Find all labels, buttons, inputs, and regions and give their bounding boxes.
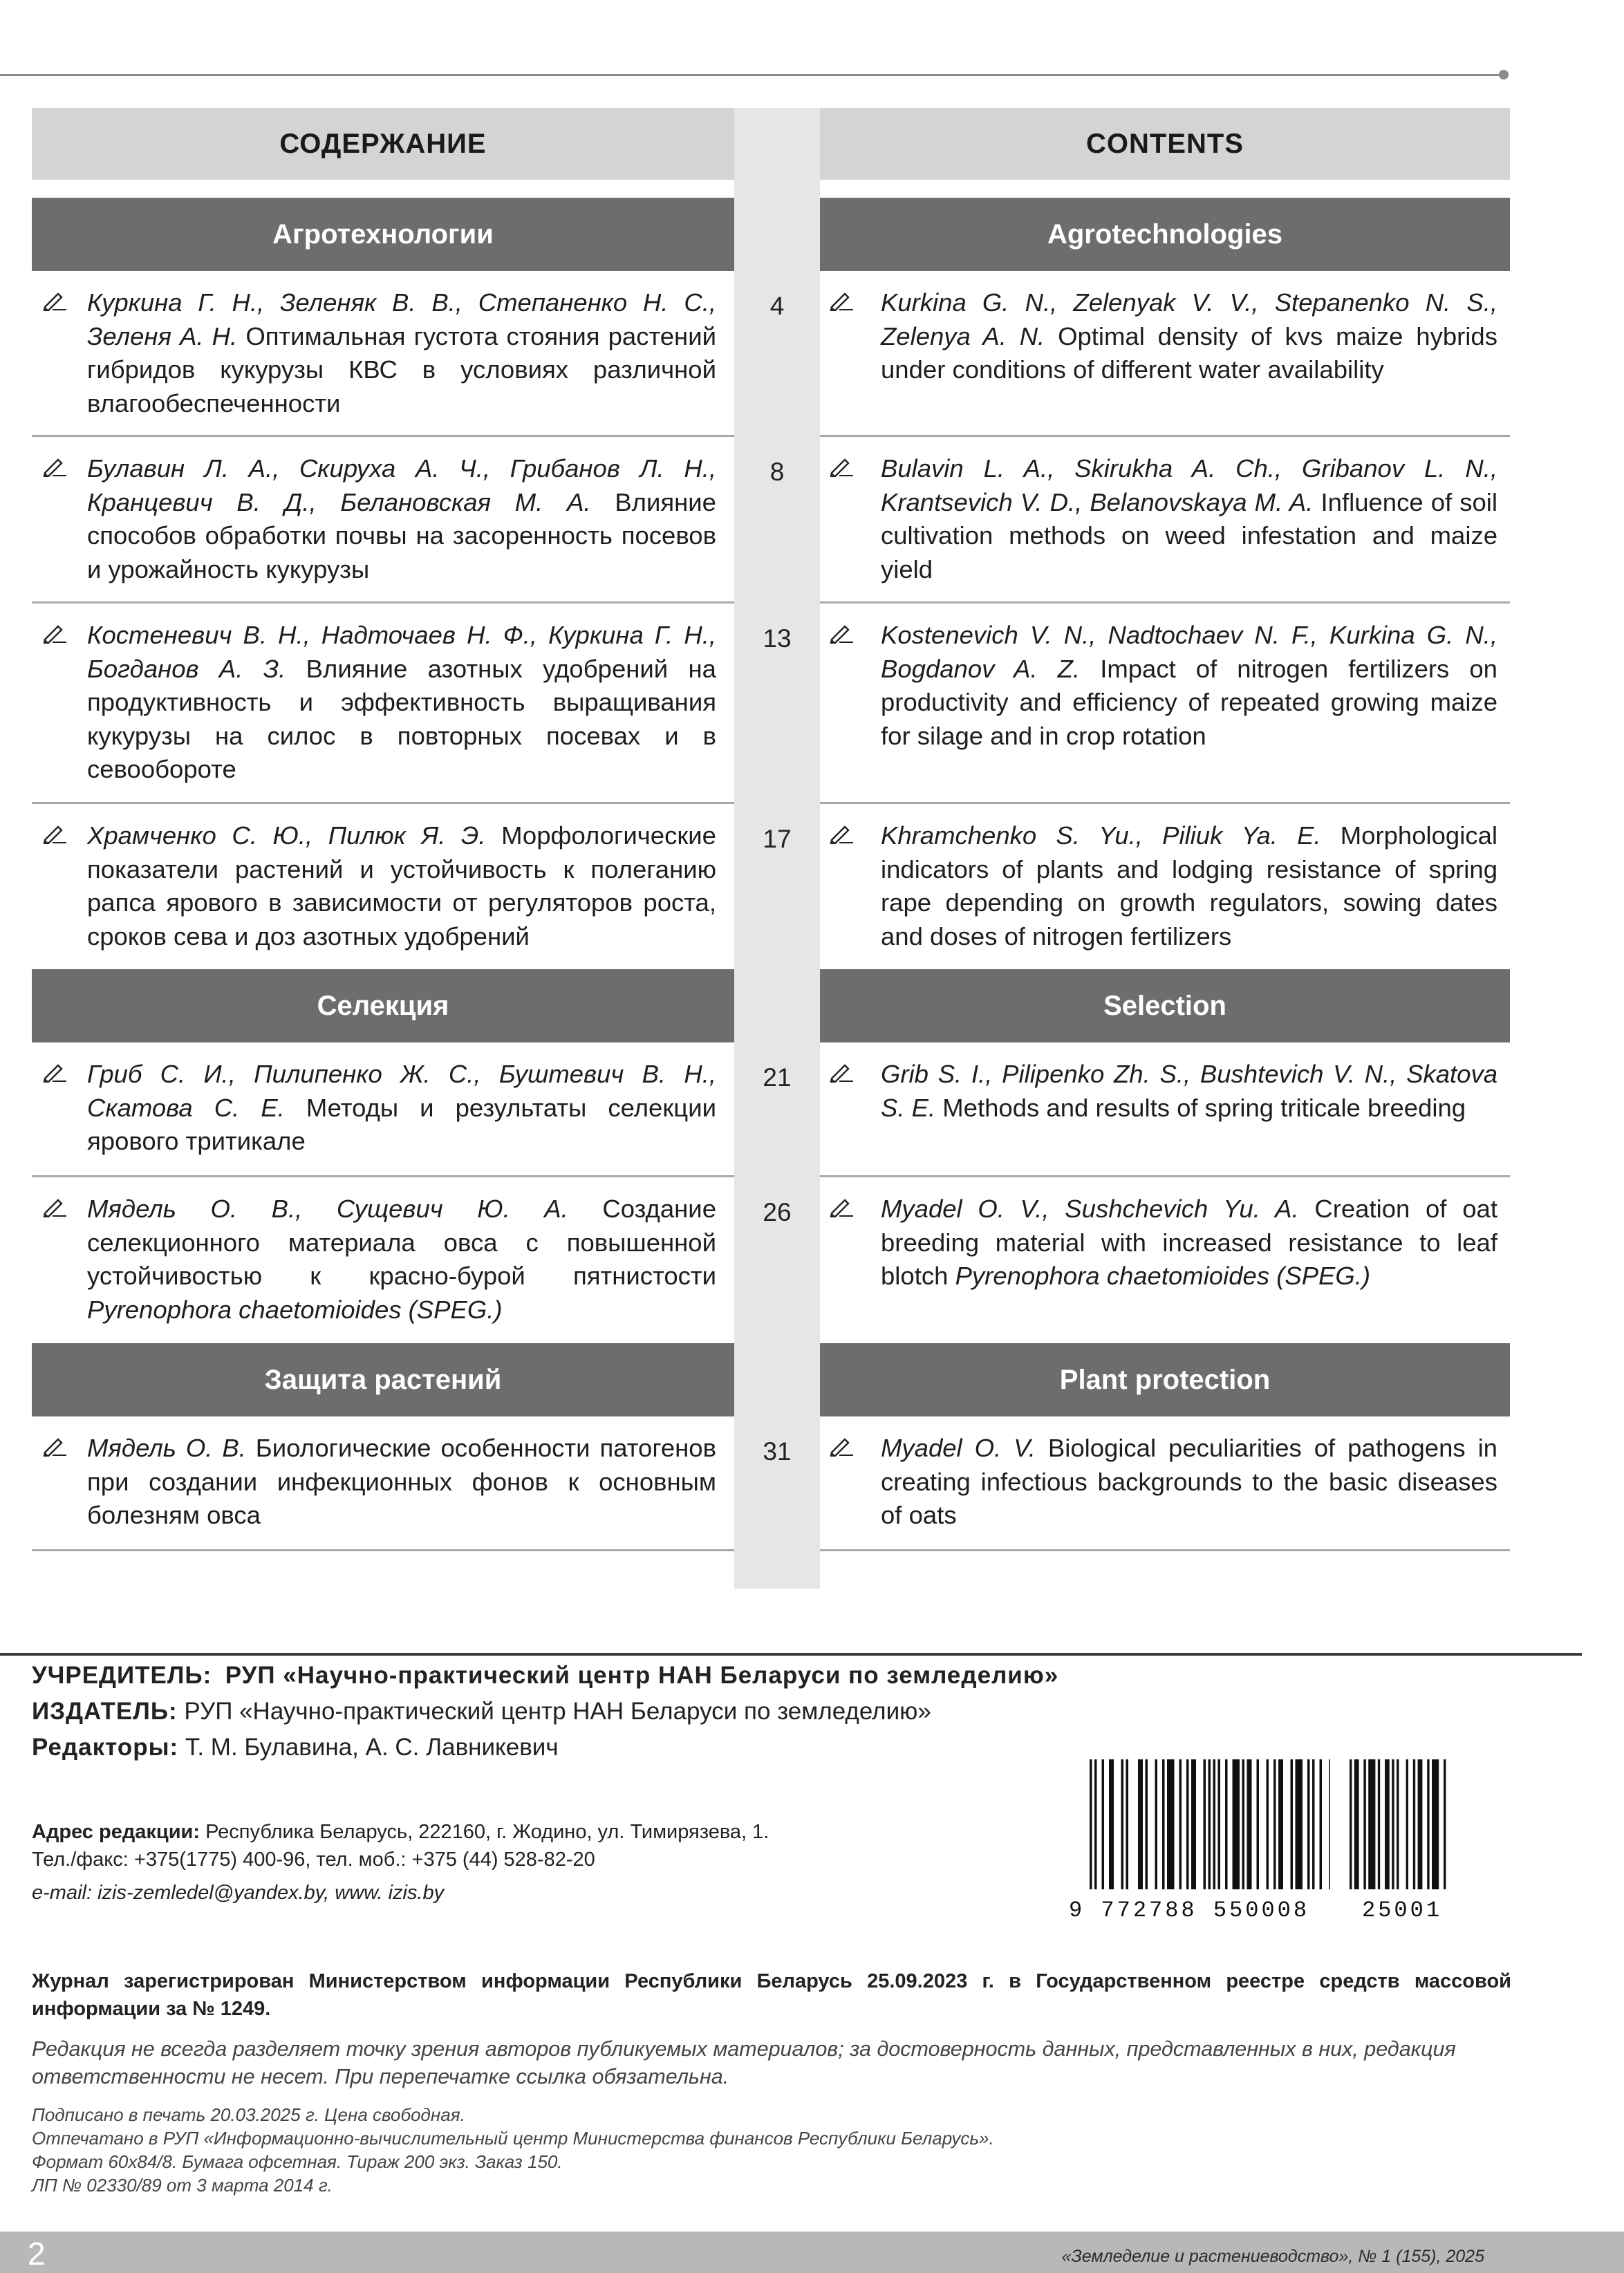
section-heading-ru: Селекция (32, 969, 734, 1042)
barcode-bar (1432, 1759, 1439, 1889)
publisher-line (32, 1694, 1511, 1730)
entry-text (87, 1042, 716, 1159)
barcode-bar (1242, 1759, 1245, 1889)
barcode-bar (1126, 1759, 1129, 1889)
entry-text (881, 1177, 1497, 1293)
top-rule-dot (1499, 70, 1509, 79)
toc-entry[interactable] (32, 1042, 734, 1177)
pen-icon (43, 456, 68, 477)
print-info-line: Формат 60х84/8. Бумага офсетная. Тираж 200 экз. Заказ 150. (32, 2151, 563, 2172)
barcode-bar (1312, 1759, 1315, 1889)
entry-authors: Мядель О. В. (87, 1434, 246, 1462)
entry-authors: Myadel O. V. (881, 1434, 1036, 1462)
entry-authors: Myadel O. V., Sushchevich Yu. A. (881, 1195, 1299, 1223)
entry-latin-name: Pyrenophora chaetomioides (SPEG.) (87, 1295, 503, 1324)
footer-page-number: 2 (28, 2236, 46, 2272)
toc-entry[interactable] (32, 1416, 734, 1551)
section-heading-ru: Защита растений (32, 1343, 734, 1416)
barcode-bar (1179, 1759, 1182, 1889)
contents-column-en (820, 108, 1510, 1551)
print-info-line: Отпечатано в РУП «Информационно-вычислительный центр Министерства финансов Республики Беларусь». (32, 2128, 994, 2149)
imprint-separator (0, 1653, 1582, 1656)
barcode-bar (1363, 1759, 1365, 1889)
entry-text (881, 1042, 1497, 1125)
barcode-bar (1191, 1759, 1196, 1889)
entry-title: Биологические особенности патогенов при создании инфекционных фонов к основным болезням овса (87, 1434, 716, 1529)
entry-text (87, 437, 716, 586)
barcode-bar (1257, 1759, 1260, 1889)
toc-entry[interactable] (820, 271, 1510, 437)
barcode-bar (1155, 1759, 1158, 1889)
section-heading-en: Agrotechnologies (820, 198, 1510, 271)
barcode-bar (1218, 1759, 1221, 1889)
section-heading-en: Selection (820, 969, 1510, 1042)
barcode-bar (1213, 1759, 1216, 1889)
page-number: 26 (763, 1198, 792, 1226)
toc-entry[interactable] (32, 271, 734, 437)
barcode-main (1088, 1759, 1330, 1891)
phone-line: Тел./факс: +375(1775) 400-96, тел. моб.: +375 (44) 528-82-20 (32, 1849, 595, 1871)
toc-entry[interactable] (820, 1042, 1510, 1177)
founder-value: РУП «Научно-практический центр НАН Беларуси по земледелию» (225, 1662, 1059, 1689)
entry-text (87, 804, 716, 953)
legal-block (32, 1967, 1511, 2197)
barcode-bar (1167, 1759, 1175, 1889)
toc-entry[interactable] (32, 604, 734, 804)
pen-icon (43, 1062, 68, 1083)
entry-title: Methods and results of spring triticale breeding (942, 1093, 1466, 1122)
pen-icon (830, 1197, 855, 1217)
section-heading-ru: Агротехнологии (32, 198, 734, 271)
publisher-value: РУП «Научно-практический центр НАН Беларуси по земледелию» (184, 1698, 931, 1725)
contents-title-en: CONTENTS (820, 108, 1510, 180)
entry-text (87, 1416, 716, 1533)
barcode-bar (1162, 1759, 1165, 1889)
publisher-label: ИЗДАТЕЛЬ: (32, 1698, 178, 1725)
barcode-bar (1204, 1759, 1206, 1889)
barcode-bar (1406, 1759, 1408, 1889)
entry-authors: Kurkina G. N., Zelenyak V. V., Stepanenko N. S., Zelenya A. N. (881, 288, 1497, 350)
entry-title: Morphological indicators of plants and lodging resistance of spring rape depending on growth regulators, sowing dates and doses of nitrogen fertilizers (881, 821, 1497, 951)
pen-icon (43, 1436, 68, 1457)
entry-text (87, 604, 716, 787)
toc-entry[interactable] (32, 804, 734, 969)
entry-authors: Костеневич В. Н., Надточаев Н. Ф., Куркина Г. Н., Богданов А. З. (87, 621, 716, 683)
entry-text (881, 1416, 1497, 1533)
address-label: Адрес редакции: (32, 1821, 200, 1843)
entry-authors: Kostenevich V. N., Nadtochaev N. F., Kurkina G. N., Bogdanov A. Z. (881, 621, 1497, 683)
barcode-bar (1296, 1759, 1303, 1889)
barcode-bar (1418, 1759, 1423, 1889)
entry-text (881, 271, 1497, 387)
email-line[interactable]: e-mail: izis-zemledel@yandex.by, www. izis.by (32, 1882, 445, 1904)
toc-entry[interactable] (820, 604, 1510, 804)
pen-icon (830, 623, 855, 644)
address-value: Республика Беларусь, 222160, г. Жодино, ул. Тимирязева, 1. (205, 1821, 769, 1843)
barcode-bar (1354, 1759, 1359, 1889)
pen-icon (43, 623, 68, 644)
barcode-addon (1348, 1759, 1455, 1891)
pen-icon (830, 823, 855, 844)
top-rule (0, 74, 1504, 76)
barcode-bar (1397, 1759, 1399, 1889)
entry-authors: Bulavin L. A., Skirukha A. Ch., Gribanov L. N., Krantsevich V. D., Belanovskaya M. A. (881, 454, 1497, 516)
entry-text (881, 804, 1497, 953)
toc-entry[interactable] (32, 437, 734, 604)
barcode-bar (1109, 1759, 1114, 1889)
entry-text (87, 271, 716, 420)
entry-title: Методы и результаты селекции ярового тритикале (87, 1093, 716, 1155)
pen-icon (830, 290, 855, 311)
pen-icon (830, 456, 855, 477)
entry-title: Создание селекционного материала овса с повышенной устойчивостью к красно-бурой пятнистости (87, 1195, 716, 1290)
entry-title: Influence of soil cultivation methods on weed infestation and maize yield (881, 487, 1497, 583)
barcode-bar (1413, 1759, 1415, 1889)
entry-title: Creation of oat breeding material with increased resistance to leaf blotch (881, 1195, 1497, 1290)
barcode-bar (1121, 1759, 1124, 1889)
contents-title-ru: СОДЕРЖАНИЕ (32, 108, 734, 180)
editors-value: Т. М. Булавина, А. С. Лавникевич (185, 1734, 559, 1761)
page-number: 21 (763, 1063, 792, 1092)
barcode-bar (1267, 1759, 1269, 1889)
page-number: 4 (769, 292, 785, 320)
barcode-bar (1350, 1759, 1352, 1889)
toc-entry[interactable] (820, 804, 1510, 969)
registration-note: Журнал зарегистрирован Министерством информации Республики Беларусь 25.09.2023 г. в Государственном реестре средств массовой информации за № 1249. (32, 1970, 1511, 2020)
barcode-bar (1444, 1759, 1446, 1889)
barcode-bar (1307, 1759, 1310, 1889)
entry-authors: Grib S. I., Pilipenko Zh. S., Bushtevich V. N., Skatova S. E. (881, 1060, 1497, 1122)
barcode-addon-digits: 25001 (1362, 1898, 1443, 1923)
page-number: 31 (763, 1437, 792, 1466)
entry-title: Impact of nitrogen fertilizers on productivity and efficiency of repeated growing maize for silage and in crop rotation (881, 654, 1497, 750)
editors-label: Редакторы: (32, 1734, 179, 1761)
toc-entry[interactable] (32, 1177, 734, 1343)
entry-title: Влияние азотных удобрений на продуктивность и эффективность выращивания кукурузы на силос в повторных посевах и в севообороте (87, 654, 716, 783)
barcode-bar (1273, 1759, 1276, 1889)
pen-icon (830, 1062, 855, 1083)
barcode-bar (1385, 1759, 1390, 1889)
entry-text (881, 604, 1497, 753)
pen-icon (43, 1197, 68, 1217)
barcode-bar (1094, 1759, 1097, 1889)
entry-authors: Куркина Г. Н., Зеленяк В. В., Степаненко Н. С., Зеленя А. Н. (87, 288, 716, 350)
pen-icon (43, 290, 68, 311)
page-number: 17 (763, 825, 792, 853)
toc-entry[interactable] (820, 437, 1510, 604)
print-info (32, 2103, 1511, 2197)
imprint-header (32, 1658, 1511, 1766)
barcode-bar (1427, 1759, 1429, 1889)
entry-authors: Гриб С. И., Пилипенко Ж. С., Буштевич В. Н., Скатова С. Е. (87, 1060, 716, 1122)
footer-journal-title: «Земледелие и растениеводство», № 1 (155), 2025 (1061, 2247, 1484, 2266)
barcode-bar (1291, 1759, 1294, 1889)
barcode-bar (1378, 1759, 1380, 1889)
toc-entry[interactable] (820, 1177, 1510, 1343)
barcode-bar (1146, 1759, 1148, 1889)
entry-authors: Храмченко С. Ю., Пилюк Я. Э. (87, 821, 486, 850)
entry-text (881, 437, 1497, 586)
toc-entry[interactable] (820, 1416, 1510, 1551)
page-number: 8 (769, 458, 785, 486)
barcode-bar (1233, 1759, 1240, 1889)
barcode-bar (1186, 1759, 1189, 1889)
barcode-bar (1392, 1759, 1394, 1889)
entry-title: Biological peculiarities of pathogens in creating infectious backgrounds to the basic diseases of oats (881, 1434, 1497, 1529)
entry-authors: Булавин Л. А., Скируха А. Ч., Грибанов Л. Н., Кранцевич В. Д., Белановская М. А. (87, 454, 716, 516)
contents-column-ru (32, 108, 734, 1551)
section-heading-en: Plant protection (820, 1343, 1510, 1416)
barcode-main-digits: 9 772788 550008 (1069, 1898, 1310, 1923)
entry-title: Влияние способов обработки почвы на засоренность посевов и урожайность кукурузы (87, 487, 716, 583)
barcode-bar (1090, 1759, 1092, 1889)
issn-barcode (1088, 1759, 1330, 1894)
barcode-bar (1329, 1759, 1331, 1889)
entry-authors: Мядель О. В., Сущевич Ю. А. (87, 1195, 568, 1223)
barcode-bar (1208, 1759, 1211, 1889)
entry-title: Морфологические показатели растений и устойчивость к полеганию рапса ярового в зависимости от регуляторов роста, сроков сева и доз азотных удобрений (87, 821, 716, 951)
barcode-bar (1247, 1759, 1252, 1889)
print-info-line: ЛП № 02330/89 от 3 марта 2014 г. (32, 2175, 333, 2196)
barcode-bar (1278, 1759, 1283, 1889)
founder-label: УЧРЕДИТЕЛЬ: (32, 1662, 212, 1689)
page-number: 13 (763, 624, 792, 653)
barcode-bar (1320, 1759, 1323, 1889)
disclaimer-note: Редакция не всегда разделяет точку зрения авторов публикуемых материалов; за достоверность данных, представленных в них, редакция ответственности не несет. При перепечатке ссылка обязательна. (32, 2037, 1456, 2088)
founder-line (32, 1658, 1511, 1694)
pen-icon (43, 823, 68, 844)
entry-authors: Khramchenko S. Yu., Piliuk Ya. E. (881, 821, 1321, 850)
entry-title: Optimal density of kvs maize hybrids under conditions of different water availability (881, 321, 1497, 384)
barcode-bar (1368, 1759, 1375, 1889)
pen-icon (830, 1436, 855, 1457)
print-info-line: Подписано в печать 20.03.2025 г. Цена свободная. (32, 2104, 465, 2125)
barcode-bar (1138, 1759, 1143, 1889)
entry-title: Оптимальная густота стояния растений гибридов кукурузы КВС в условиях различной влагообеспеченности (87, 321, 716, 418)
barcode-bar (1225, 1759, 1228, 1889)
entry-latin-name: Pyrenophora chaetomioides (SPEG.) (955, 1262, 1371, 1290)
barcode-bar (1102, 1759, 1105, 1889)
entry-text (87, 1177, 716, 1327)
